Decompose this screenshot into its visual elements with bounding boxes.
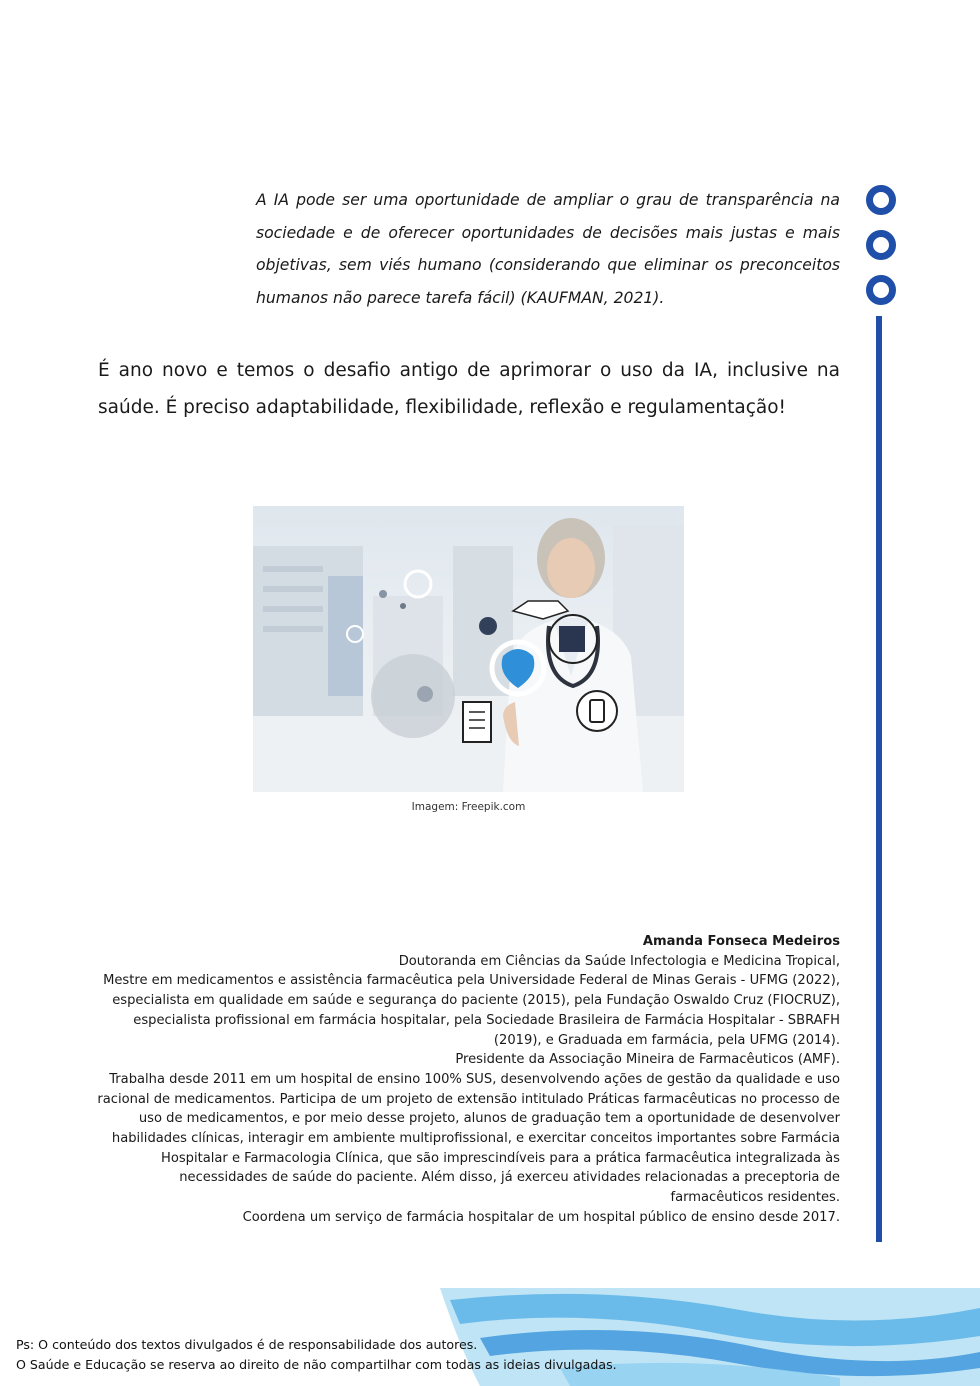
- author-bio-line: Presidente da Associação Mineira de Farmacêuticos (AMF).: [455, 1052, 840, 1068]
- decorative-vertical-line: [876, 316, 882, 1242]
- decorative-ring-3: [866, 275, 896, 305]
- author-name: Amanda Fonseca Medeiros: [642, 934, 840, 949]
- author-bio: [92, 932, 840, 1228]
- doctor-ai-illustration: [253, 506, 684, 792]
- author-bio-line: Trabalha desde 2011 em um hospital de ensino 100% SUS, desenvolvendo ações de gestão da qualidade e uso racional de medicamentos. Participa de um projeto de extensão intitulado Práticas farmacêuticas no processo de uso de medicamentos, e por meio desse projeto, alunos de graduação tem a oportunidade de desenvolver habilidades clínicas, interagir em ambiente multiprofissional, e exercitar conceitos importantes sobre Farmácia Hospitalar e Farmacologia Clínica, que são imprescindíveis para a prática farmacêutica integralizada às necessidades de saúde do paciente. Além disso, já exerceu atividades relacionadas a preceptoria de farmacêuticos residentes.: [97, 1071, 840, 1206]
- author-bio-line: Coordena um serviço de farmácia hospitalar de um hospital público de ensino desde 2017.: [242, 1209, 840, 1225]
- footer-line-1: Ps: O conteúdo dos textos divulgados é de responsabilidade dos autores.: [16, 1337, 478, 1352]
- image-caption: Imagem: Freepik.com: [411, 801, 526, 813]
- decorative-ring-2: [866, 230, 896, 260]
- author-bio-line: Doutoranda em Ciências da Saúde Infectologia e Medicina Tropical,: [398, 953, 840, 969]
- decorative-ring-1: [866, 185, 896, 215]
- footer-disclaimer: [16, 1335, 617, 1374]
- article-paragraph: É ano novo e temos o desafio antigo de aprimorar o uso da IA, inclusive na saúde. É preciso adaptabilidade, flexibilidade, reflexão e regulamentação!: [98, 360, 840, 418]
- article-quote: A IA pode ser uma oportunidade de ampliar o grau de transparência na sociedade e de oferecer oportunidades de decisões mais justas e mais objetivas, sem viés humano (considerando que eliminar os preconceitos humanos não parece tarefa fácil) (KAUFMAN, 2021).: [256, 191, 840, 307]
- doctor-hologram-image: [253, 506, 684, 792]
- author-bio-line: Mestre em medicamentos e assistência farmacêutica pela Universidade Federal de Minas Gerais - UFMG (2022), especialista em qualidade em saúde e segurança do paciente (2015), pela Fundação Oswaldo Cruz (FIOCRUZ), especialista profissional em farmácia hospitalar, pela Sociedade Brasileira de Farmácia Hospitalar - SBRAFH (2019), e Graduada em farmácia, pela UFMG (2014).: [103, 973, 840, 1048]
- footer-line-2: O Saúde e Educação se reserva ao direito de não compartilhar com todas as ideias divulgadas.: [16, 1356, 617, 1372]
